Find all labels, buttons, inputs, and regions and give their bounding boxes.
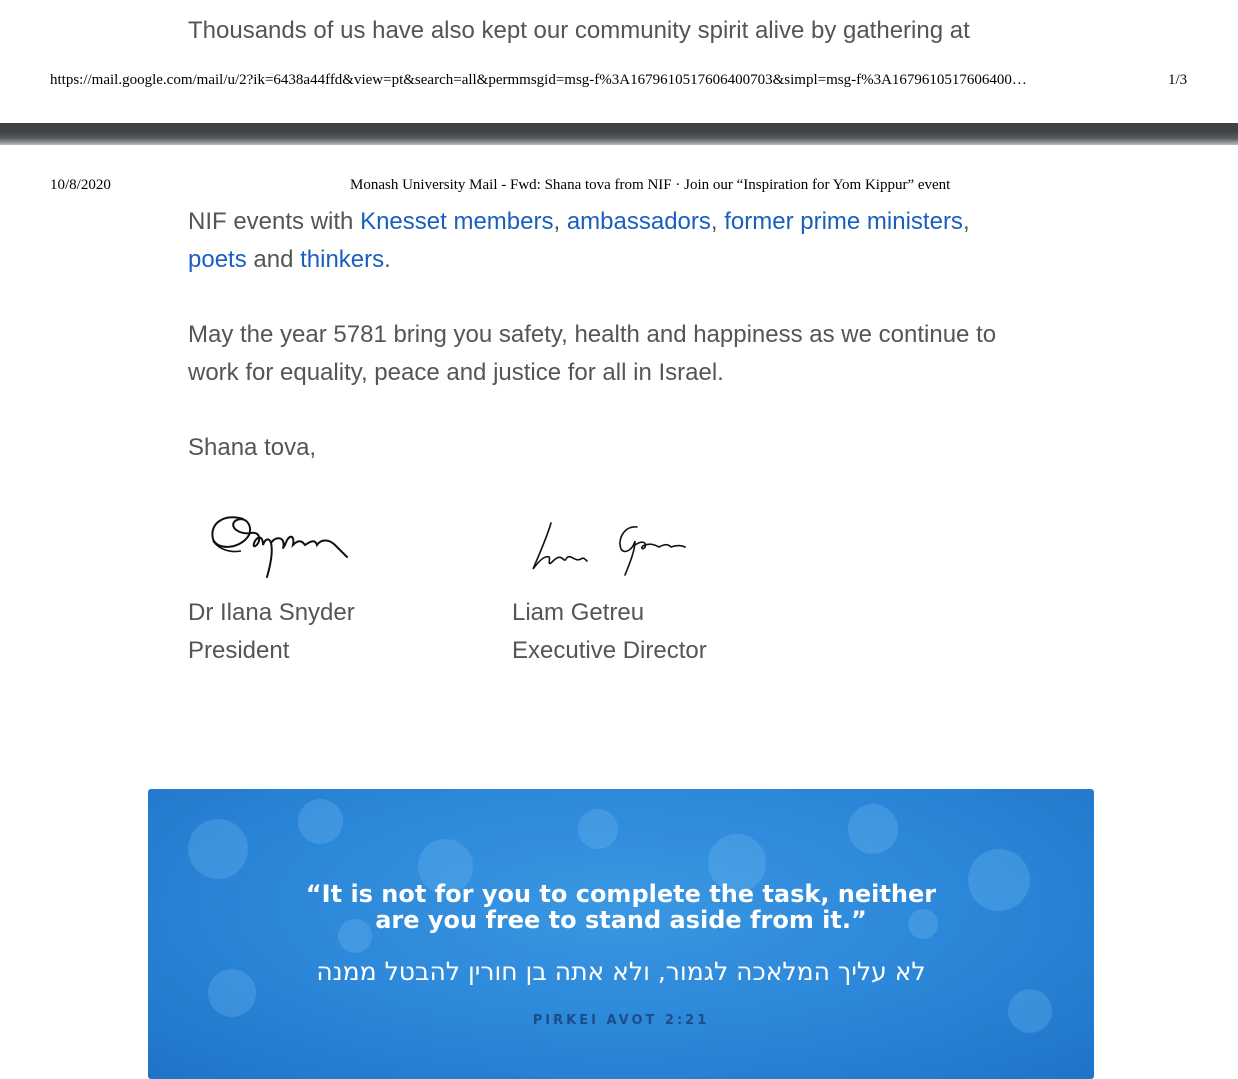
paragraph-events (188, 203, 970, 279)
signatory-getreu (512, 594, 707, 670)
quote-banner (148, 789, 1094, 1079)
bokeh-decoration (298, 799, 343, 844)
print-footer (0, 72, 1238, 94)
previous-page-text: Thousands of us have also kept our community spirit alive by gathering at (188, 17, 970, 44)
page-number: 1/3 (1168, 72, 1188, 88)
print-date: 10/8/2020 (50, 177, 111, 193)
quote-line: are you free to stand aside from it.” (375, 906, 867, 934)
print-url[interactable]: https://mail.google.com/mail/u/2?ik=6438a44ffd&view=pt&search=all&permmsgid=msg-f%3A1679610517606400703&simpl=msg-f%3A1679610517606400… (50, 72, 1027, 88)
quote-english (148, 881, 1094, 933)
bokeh-decoration (578, 809, 618, 849)
quote-line: “It is not for you to complete the task, neither (305, 880, 937, 908)
text-and: and (246, 246, 301, 273)
bokeh-decoration (848, 804, 898, 854)
link-poets[interactable]: poets (188, 246, 247, 273)
link-thinkers[interactable]: thinkers (300, 246, 385, 273)
signatory-role: President (188, 637, 290, 664)
link-former-prime-ministers[interactable]: former prime ministers (724, 208, 963, 235)
quote-source: PIRKEI AVOT 2:21 (532, 1013, 710, 1028)
signature-getreu (525, 515, 695, 580)
signature-snyder (205, 505, 355, 585)
page-break-divider (0, 123, 1238, 145)
link-ambassadors[interactable]: ambassadors (566, 208, 711, 235)
paragraph-new-year-line1: May the year 5781 bring you safety, health and happiness as we continue to (188, 321, 997, 348)
quote-hebrew: לא עליך המלאכה לגמור, ולא אתה בן חורין להבטל ממנה (316, 957, 926, 986)
text-sep: , (962, 208, 970, 235)
link-knesset-members[interactable]: Knesset members (360, 208, 554, 235)
signatory-role: Executive Director (512, 637, 707, 664)
signatory-snyder (188, 594, 355, 670)
paragraph-new-year (188, 316, 996, 392)
text-sep: , (553, 208, 567, 235)
paragraph-new-year-line2: work for equality, peace and justice for all in Israel. (188, 359, 724, 386)
closing-greeting: Shana tova, (188, 434, 317, 461)
signatory-name: Dr Ilana Snyder (188, 599, 355, 626)
print-title: Monash University Mail - Fwd: Shana tova from NIF · Join our “Inspiration for Yom Kippur” event (350, 177, 951, 193)
signatory-name: Liam Getreu (512, 599, 645, 626)
text-lead: NIF events with (188, 208, 361, 235)
paragraph-events-line1 (188, 203, 970, 241)
bokeh-decoration (188, 819, 248, 879)
paragraph-events-line2 (188, 241, 970, 279)
text-sep: , (710, 208, 725, 235)
text-end: . (384, 246, 391, 273)
print-header (0, 177, 1238, 199)
